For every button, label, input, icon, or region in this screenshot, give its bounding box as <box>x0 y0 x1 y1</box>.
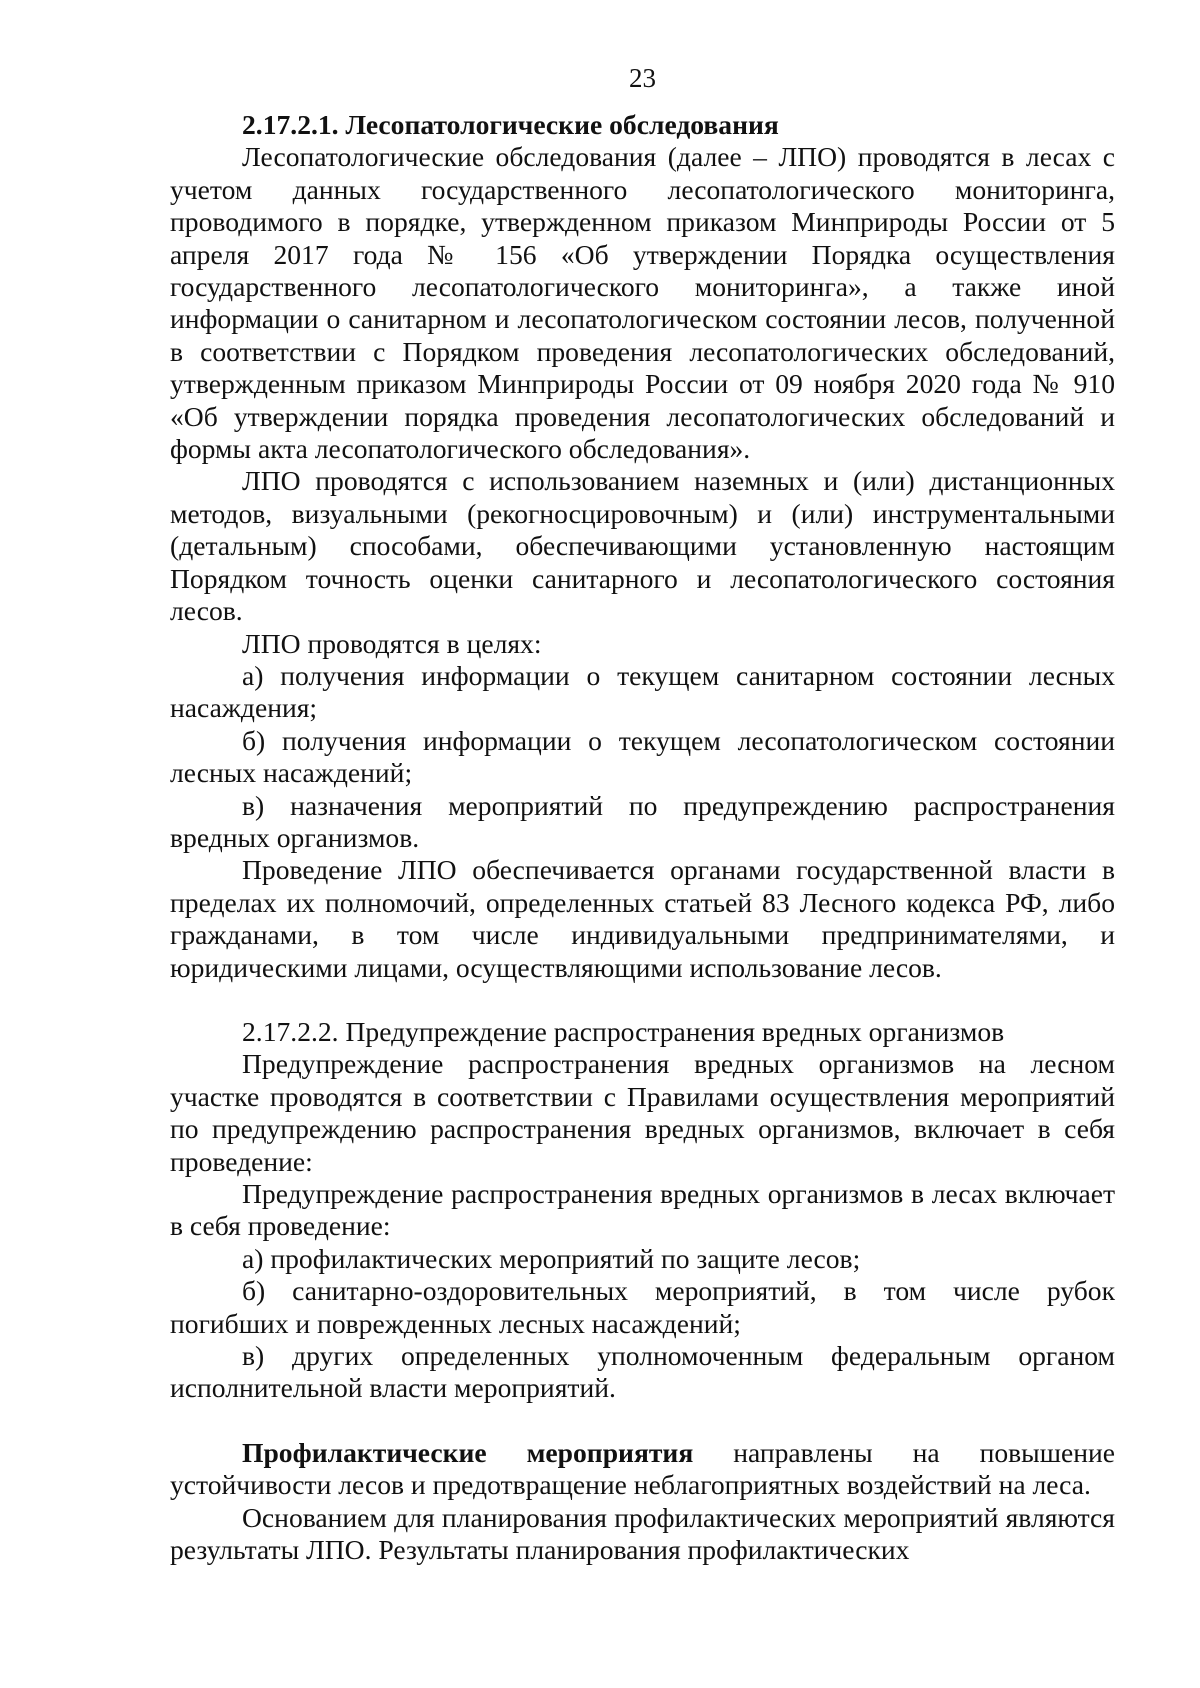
section-heading-2-17-2-1: 2.17.2.1. Лесопатологические обследования <box>242 109 779 140</box>
paragraph-text: направлены на повышение устойчивости лесов и предотвращение неблагоприятных воздействий на леса. <box>170 1436 1115 1501</box>
paragraph: Предупреждение распространения вредных организмов в лесах включает в себя проведение: <box>170 1178 1115 1242</box>
list-item: а) профилактических мероприятий по защите лесов; <box>242 1242 861 1274</box>
paragraph: Основанием для планирования профилактических мероприятий являются результаты ЛПО. Результаты планирования профилактических <box>170 1501 1115 1566</box>
bold-term: Профилактические мероприятия <box>242 1436 694 1468</box>
page-number: 23 <box>629 63 656 93</box>
paragraph: Предупреждение распространения вредных организмов на лесном участке проводятся в соответствии с Правилами осуществления мероприятий по предупреждению распространения вредных организмов, включает в себя проведение: <box>170 1048 1115 1177</box>
document-body <box>170 109 1115 1566</box>
paragraph: Лесопатологические обследования (далее – ЛПО) проводятся в лесах с учетом данных государственного лесопатологического мониторинга, проводимого в порядке, утвержденном приказом Минприроды России от 5 апреля 2017 года № 156 «Об утверждении Порядка осуществления государственного лесопатологического мониторинга», а также иной информации о санитарном и лесопатологическом состоянии лесов, полученной в соответствии с Порядком проведения лесопатологических обследований, утвержденным приказом Минприроды России от 09 ноября 2020 года № 910 «Об утверждении порядка проведения лесопатологических обследований и формы акта лесопатологического обследования». <box>170 141 1115 465</box>
paragraph <box>170 1437 1115 1502</box>
spacer <box>170 984 1115 1016</box>
paragraph: ЛПО проводятся в целях: <box>242 627 542 659</box>
list-item: а) получения информации о текущем санитарном состоянии лесных насаждения; <box>170 659 1115 724</box>
section-heading-2-17-2-2: 2.17.2.2. Предупреждение распространения вредных организмов <box>242 1015 1005 1047</box>
paragraph: ЛПО проводятся с использованием наземных и (или) дистанционных методов, визуальными (рекогносцировочным) и (или) инструментальными (детальным) способами, обеспечивающими установленную настоящим Порядком точность оценки санитарного и лесопатологического состояния лесов. <box>170 465 1115 627</box>
list-item: в) назначения мероприятий по предупреждению распространения вредных организмов. <box>170 789 1115 853</box>
list-item: в) других определенных уполномоченным федеральным органом исполнительной власти мероприятий. <box>170 1340 1115 1404</box>
list-item: б) получения информации о текущем лесопатологическом состоянии лесных насаждений; <box>170 724 1115 789</box>
list-item: б) санитарно-оздоровительных мероприятий, в том числе рубок погибших и поврежденных лесных насаждений; <box>170 1275 1115 1339</box>
paragraph: Проведение ЛПО обеспечивается органами государственной власти в пределах их полномочий, определенных статьей 83 Лесного кодекса РФ, либо гражданами, в том числе индивидуальными предпринимателями, и юридическими лицами, осуществляющими использование лесов. <box>170 854 1115 983</box>
spacer <box>170 1405 1115 1437</box>
